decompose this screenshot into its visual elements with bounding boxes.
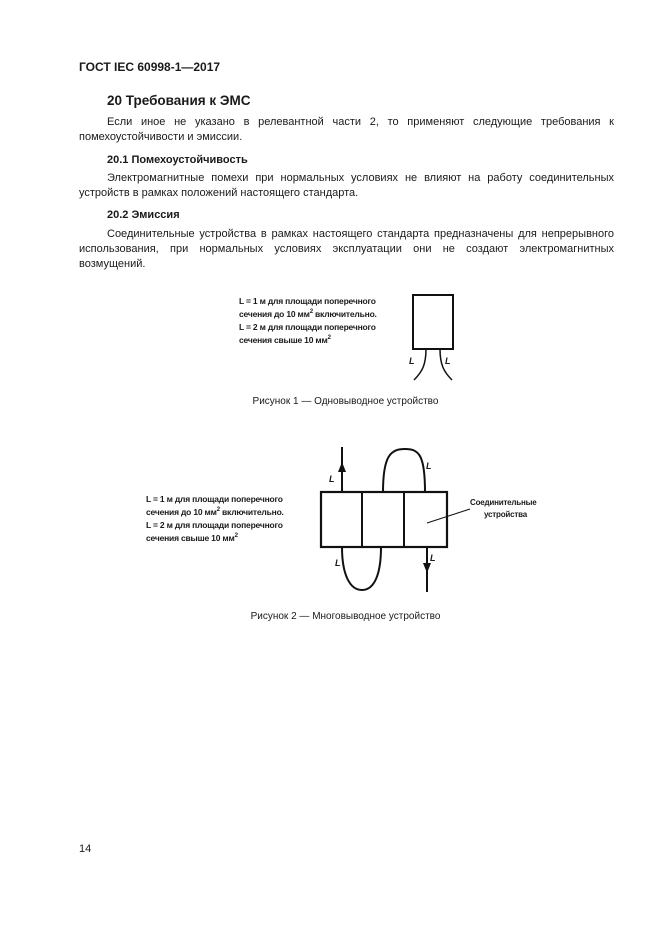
figure1-legend-sup2: 2 (309, 309, 313, 316)
figure2-label-bottom-right: L (430, 553, 436, 563)
figure2-callout-line1: Соединительные (470, 498, 537, 507)
figure1-legend-line4-text: сечения свыше 10 мм (239, 335, 328, 345)
figure1-legend-line2-end: включительно. (312, 309, 377, 319)
figure2-callout (470, 497, 537, 521)
figure2-legend-line3: L = 2 м для площади поперечного (146, 520, 283, 530)
figure1-legend-sup4: 2 (327, 335, 331, 342)
figure1-label-right: L (445, 356, 451, 366)
emission-text: Соединительные устройства в рамках настоящего стандарта предназначены для непрерывного использования, при нормальных условиях эксплуатации они не создают электромагнитных возмущений. (79, 228, 614, 270)
figure2-loop-bottom (342, 547, 381, 590)
figure2-label-bottom-left: L (335, 558, 341, 568)
figure2-loop-top (383, 449, 425, 492)
figure2-legend-line2 (146, 506, 284, 519)
figure1-device-box (413, 295, 453, 349)
section-title: 20 Требования к ЭМС (107, 93, 251, 108)
immunity-text: Электромагнитные помехи при нормальных условиях не влияют на работу соединительных устройств в рамках положений настоящего стандарта. (79, 172, 614, 199)
emission-title: 20.2 Эмиссия (107, 209, 180, 221)
figure2-legend-line1: L = 1 м для площади поперечного (146, 494, 283, 504)
figure2-arrow-top-left (338, 462, 346, 472)
figure2-device-box (321, 492, 447, 547)
figure2-callout-leader (427, 509, 470, 523)
figure2-legend (146, 493, 284, 545)
document-header: ГОСТ IEC 60998-1—2017 (79, 60, 221, 74)
figure2-arrow-bottom-right (423, 563, 431, 573)
figure1-wire-left (414, 349, 426, 380)
figure1-caption: Рисунок 1 — Одновыводное устройство (252, 396, 439, 407)
page-number: 14 (79, 843, 92, 855)
figure2-callout-line2: устройства (484, 510, 527, 519)
figure2-legend-line2-text: сечения до 10 мм (146, 507, 217, 517)
figure1-label-left: L (409, 356, 415, 366)
figure1-legend-line1: L = 1 м для площади поперечного (239, 296, 376, 306)
figure2-legend-sup2: 2 (216, 507, 220, 514)
figure1-legend-line3: L = 2 м для площади поперечного (239, 322, 376, 332)
section-intro: Если иное не указано в релевантной части 2, то применяют следующие требования к помехоустойчивости и эмиссии. (79, 116, 614, 143)
figure2-label-top-left: L (329, 474, 335, 484)
immunity-title: 20.1 Помехоустойчивость (107, 154, 248, 166)
figure2-legend-sup4: 2 (234, 533, 238, 540)
figure2-legend-line4-text: сечения свыше 10 мм (146, 533, 235, 543)
figure2-caption: Рисунок 2 — Многовыводное устройство (250, 611, 441, 622)
figure2-label-top-right: L (426, 461, 432, 471)
figure2-legend-line4 (146, 532, 284, 545)
figure2-legend-line2-end: включительно. (219, 507, 284, 517)
figure1-legend-line2-text: сечения до 10 мм (239, 309, 310, 319)
